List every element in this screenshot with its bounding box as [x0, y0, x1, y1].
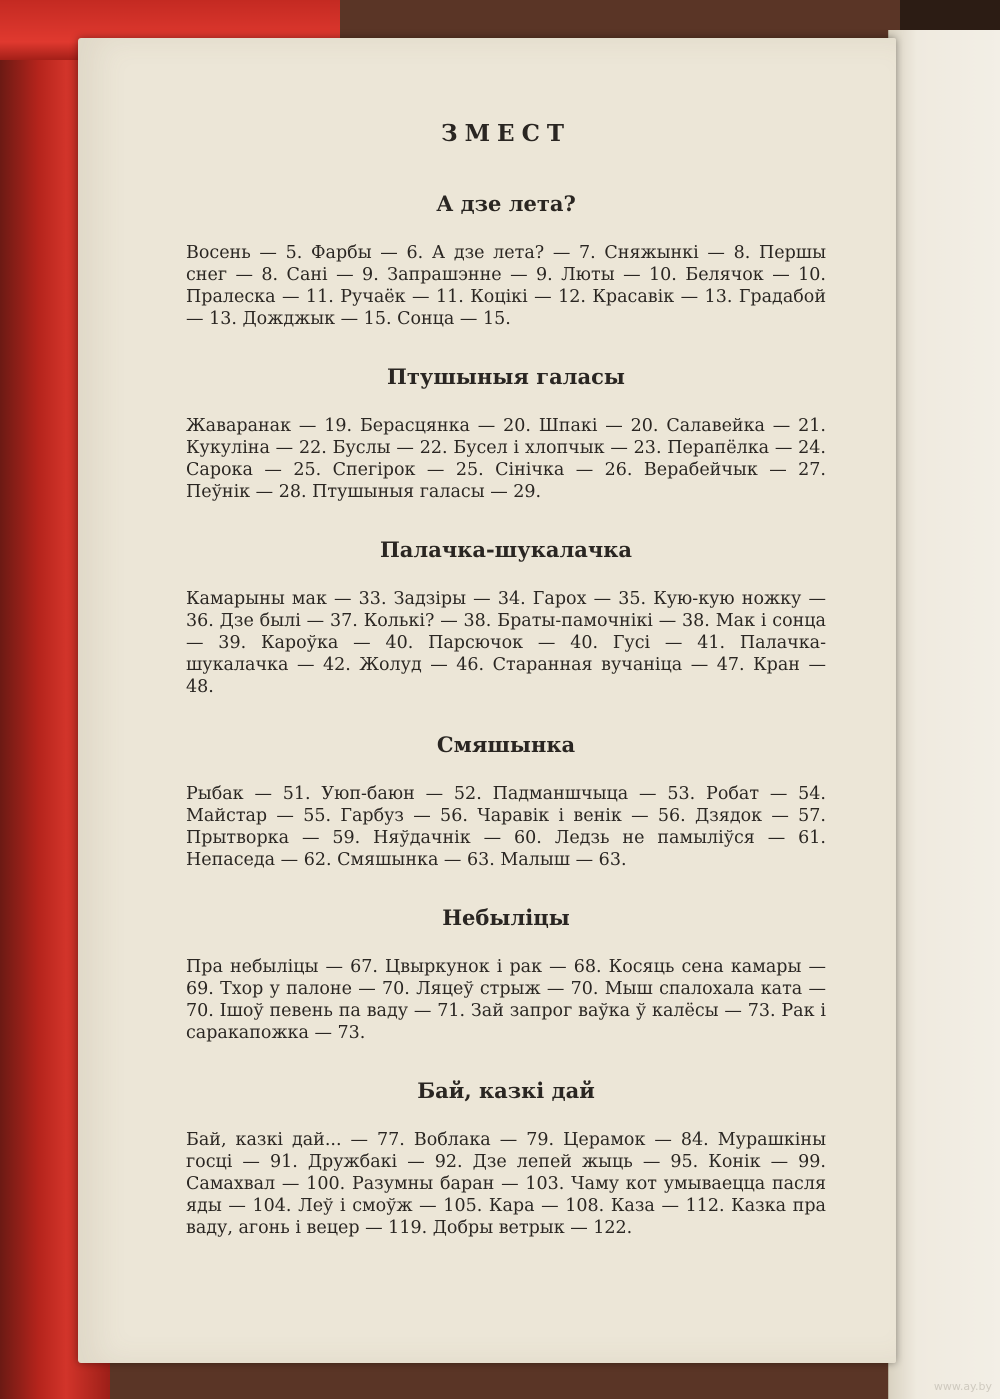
section-entries: Жаваранак — 19. Берасцянка — 20. Шпакі — 20. Салавейка — 21. Кукуліна — 22. Буслы — 22. Бусел і хлопчык — 23. Перапёлка — 24. Сарока — 25. Спегірок — 25. Сінічка — 26. Верабейчык — 27. Пеўнік — 28. Птушыныя галасы — 29.	[186, 416, 826, 502]
table-of-contents	[186, 120, 826, 1273]
page-title: ЗМЕСТ	[441, 120, 571, 147]
toc-section	[186, 905, 826, 1044]
watermark: www.ay.by	[933, 1380, 992, 1393]
section-entries: Камарыны мак — 33. Задзіры — 34. Гарох — 35. Кую-кую ножку — 36. Дзе былі — 37. Колькі? — 38. Браты-памочнікі — 38. Мак і сонца — 39. Кароўка — 40. Парсючок — 40. Гусі — 41. Палачка-шукалачка — 42. Жолуд — 46. Старанная вучаніца — 47. Кран — 48.	[186, 589, 826, 697]
toc-section	[186, 537, 826, 698]
toc-section	[186, 1078, 826, 1239]
section-entries: Восень — 5. Фарбы — 6. А дзе лета? — 7. Сняжынкі — 8. Першы снег — 8. Сані — 9. Запрашэнне — 9. Люты — 10. Белячок — 10. Пралеска — 11. Ручаёк — 11. Коцікі — 12. Красавік — 13. Градабой — 13. Дожджык — 15. Сонца — 15.	[186, 243, 826, 329]
toc-section	[186, 191, 826, 330]
section-entries: Рыбак — 51. Уюп-баюн — 52. Падманшчыца — 53. Робат — 54. Майстар — 55. Гарбуз — 56. Чаравік і венік — 56. Дзядок — 57. Прытворка — 59. Няўдачнік — 60. Ледзь не памыліўся — 61. Непаседа — 62. Смяшынка — 63. Малыш — 63.	[186, 784, 826, 870]
section-title: Небыліцы	[442, 905, 570, 930]
toc-section	[186, 364, 826, 503]
section-entries: Бай, казкі дай... — 77. Воблака — 79. Церамок — 84. Мурашкіны госці — 91. Дружбакі — 92. Дзе лепей жыць — 95. Конік — 99. Самахвал — 100. Разумны баран — 103. Чаму кот умываецца пасля яды — 104. Леў і смоўж — 105. Кара — 108. Каза — 112. Казка пра ваду, агонь і вецер — 119. Добры ветрык — 122.	[186, 1130, 826, 1238]
section-title: Палачка-шукалачка	[379, 537, 633, 562]
section-entries: Пра небыліцы — 67. Цвыркунок і рак — 68. Косяць сена камары — 69. Тхор у палоне — 70. Ляцеў стрыж — 70. Мыш спалохала ката — 70. Ішоў певень па ваду — 71. Зай запрог ваўка ў калёсы — 73. Рак і саракапожка — 73.	[186, 957, 826, 1043]
section-title: Смяшынка	[436, 732, 576, 757]
toc-section	[186, 732, 826, 871]
section-title: Бай, казкі дай	[417, 1078, 595, 1103]
facing-page	[888, 30, 1000, 1399]
section-title: А дзе лета?	[436, 191, 576, 216]
section-title: Птушыныя галасы	[387, 364, 625, 389]
